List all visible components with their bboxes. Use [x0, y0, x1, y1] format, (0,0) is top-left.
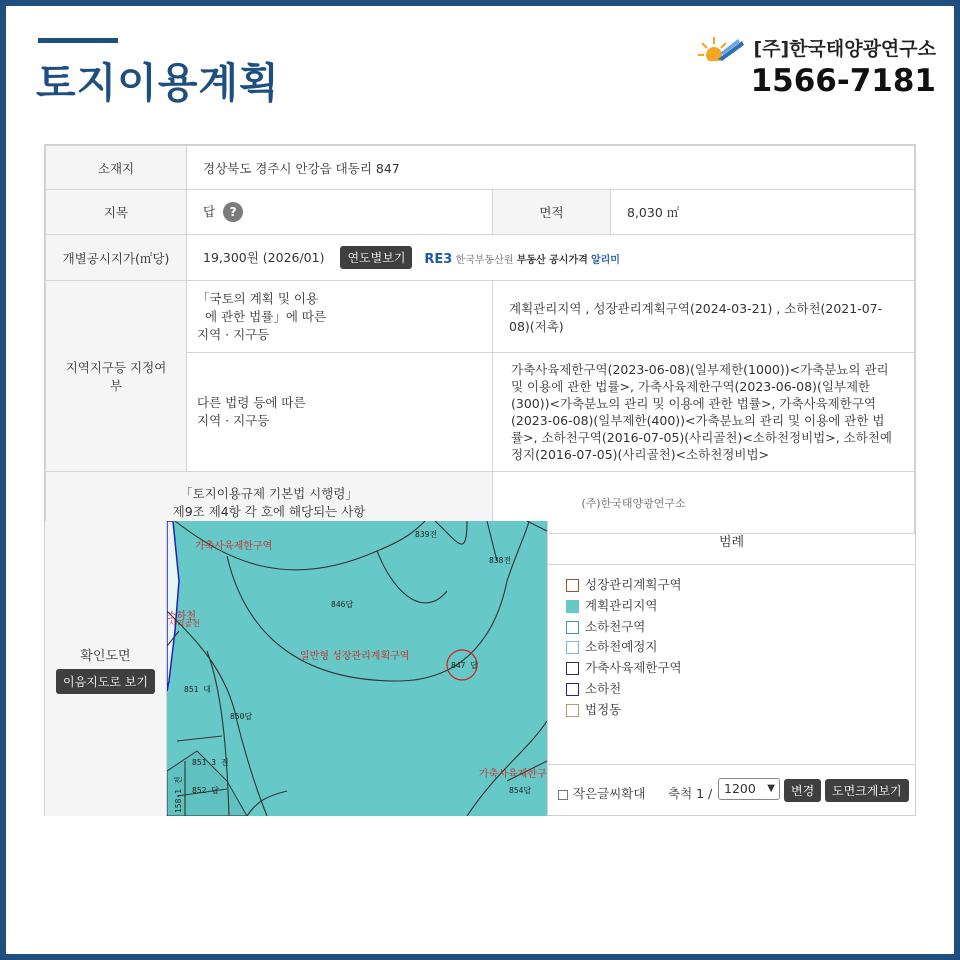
decree-label-line: 「토지이용규제 기본법 시행령」	[180, 485, 358, 501]
map-label-stream-name: 사리골천	[169, 619, 200, 628]
legend-swatch-icon	[566, 683, 579, 696]
open-map-button[interactable]: 이음지도로 보기	[56, 669, 155, 694]
legend-item	[566, 637, 897, 658]
legend-swatch-icon	[566, 600, 579, 613]
table-row	[46, 281, 915, 353]
legend-item	[566, 575, 897, 596]
map-label-livestock-bottom: 가축사육제한구	[479, 769, 547, 780]
reb-alert: 알리미	[590, 254, 620, 266]
legend-swatch-icon	[566, 621, 579, 634]
legend-panel	[547, 521, 915, 816]
map-label-livestock-top: 가축사육제한구역	[195, 541, 273, 552]
page-title: 토지이용계획	[36, 59, 280, 107]
parcel-158: 158-1 전	[174, 776, 183, 813]
land-use-panel	[44, 144, 916, 816]
reb-logo: RE3	[424, 251, 453, 267]
land-info-table	[45, 145, 915, 534]
scale-label: 축척 1 /	[668, 786, 713, 801]
checkbox-icon[interactable]	[558, 790, 568, 800]
scale-value: 1200	[724, 781, 756, 796]
address-label: 소재지	[46, 146, 187, 190]
legend-item-label: 가축사육제한구역	[585, 660, 682, 676]
cadastral-map[interactable]	[167, 521, 547, 816]
other-law-value: 가축사육제한구역(2023-06-08)(일부제한(1000))<가축분뇨의 관리 및 이용에 관한 법률>, 가축사육제한구역(2023-06-08)(일부제한(300))<가축분뇨의 관리 및 이용에 관한 법률>, 가축사육제한구역(2023-06-08)(일부제한(400))<가축분뇨의 관리 및 이용에 관한 법률>, 소하천구역(2016-07-05)(사리골천)<소하천정비법>, 소하천예정지(2016-07-05)(사리골천)<소하천정비법>	[493, 353, 915, 472]
scale-select[interactable]	[718, 778, 780, 800]
brand-phone: 1566-7181	[750, 63, 936, 99]
national-law-label	[187, 281, 493, 353]
other-law-label	[187, 353, 493, 472]
map-drawing	[167, 521, 547, 816]
price-value: 19,300원 (2026/01)	[203, 250, 325, 265]
brand-name: [주]한국태양광연구소	[753, 38, 936, 60]
legend-item-label: 계획관리지역	[585, 597, 658, 613]
legend-item	[566, 679, 897, 700]
map-section-label: 확인도면	[80, 649, 131, 664]
other-law-label-line: 다른 법령 등에 따른	[197, 395, 306, 410]
legend-title: 범례	[548, 521, 915, 565]
map-side-panel	[45, 521, 167, 816]
small-text-label: 작은글씨확대	[573, 786, 646, 801]
national-law-value: 계획관리지역 , 성장관리계획구역(2024-03-21) , 소하천(2021-07-08)(저촉)	[493, 281, 915, 353]
price-label: 개별공시지가(㎡당)	[46, 235, 187, 281]
map-controls	[548, 764, 915, 816]
map-label-stream: 소하천	[167, 611, 196, 622]
parcel-839: 839전	[415, 530, 438, 539]
national-law-label-line: 「국토의 계획 및 이용	[197, 290, 319, 306]
enlarge-map-button[interactable]: 도면크게보기	[825, 779, 909, 802]
address-value: 경상북도 경주시 안강읍 대동리 847	[187, 146, 915, 190]
brand-block	[698, 34, 936, 99]
parcel-851: 851 대	[184, 685, 211, 694]
map-label-growth-zone: 일반형 성장관리계획구역	[300, 651, 410, 662]
parcel-838: 838전	[489, 556, 512, 565]
legend-item	[566, 596, 897, 617]
parcel-850: 850답	[230, 712, 253, 721]
national-law-label-line: 지역 · 지구등	[197, 326, 270, 342]
legend-item-label: 소하천구역	[585, 618, 646, 634]
legend-item-label: 소하천	[585, 680, 622, 696]
sun-logo-icon	[698, 35, 744, 61]
legend-item	[566, 617, 897, 638]
category-cell	[187, 190, 493, 235]
table-row	[46, 146, 915, 190]
area-label: 면적	[493, 190, 611, 235]
legend-swatch-icon	[566, 579, 579, 592]
parcel-847: 847 답	[451, 661, 478, 670]
help-icon[interactable]: ?	[223, 202, 243, 222]
legend-item	[566, 700, 897, 721]
yearly-view-button[interactable]: 연도별보기	[340, 246, 412, 269]
small-text-toggle[interactable]	[558, 784, 645, 802]
parcel-852: 852 답	[192, 786, 219, 795]
chevron-down-icon: ▼	[767, 783, 775, 794]
reb-service: 부동산 공시가격	[516, 254, 588, 266]
area-value: 8,030 ㎡	[611, 190, 915, 235]
zone-label: 지역지구등 지정여부	[46, 281, 187, 472]
legend-swatch-icon	[566, 641, 579, 654]
national-law-label-line: 에 관한 법률」에 따른	[205, 308, 327, 324]
change-scale-button[interactable]: 변경	[784, 779, 821, 802]
watermark-text: (주)한국태양광연구소	[581, 496, 686, 510]
legend-list	[548, 565, 915, 731]
decree-label-line: 제9조 제4항 각 호에 해당되는 사항	[172, 503, 366, 519]
category-value: 답	[203, 203, 216, 219]
map-section	[45, 521, 915, 816]
legend-item-label: 법정동	[585, 701, 622, 717]
other-law-label-line: 지역 · 지구등	[197, 413, 270, 428]
legend-item-label: 소하천예정지	[585, 639, 658, 655]
table-row	[46, 190, 915, 235]
reb-link[interactable]	[424, 251, 620, 267]
parcel-846: 846답	[331, 600, 354, 609]
legend-item-label: 성장관리계획구역	[585, 577, 682, 592]
legend-swatch-icon	[566, 704, 579, 717]
table-row	[46, 235, 915, 281]
parcel-854: 854답	[509, 786, 532, 795]
parcel-851-3: 851-3 전	[192, 758, 229, 767]
category-label: 지목	[46, 190, 187, 235]
legend-item	[566, 658, 897, 679]
title-accent-bar	[38, 38, 118, 43]
price-cell	[187, 235, 915, 281]
reb-org: 한국부동산원	[455, 254, 514, 266]
legend-swatch-icon	[566, 662, 579, 675]
